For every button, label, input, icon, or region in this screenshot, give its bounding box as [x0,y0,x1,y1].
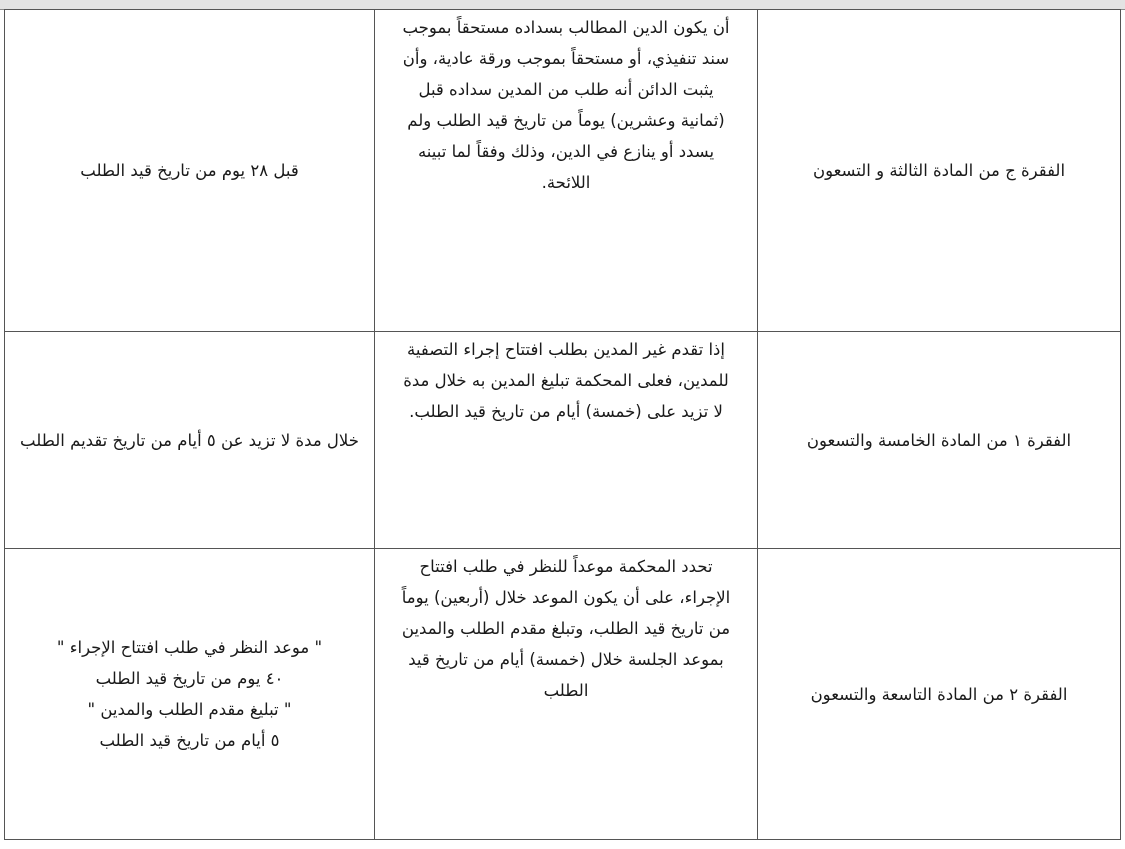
deadline-line: " تبليغ مقدم الطلب والمدين " [87,700,292,719]
deadline-cell [5,549,375,840]
deadline-cell: خلال مدة لا تزيد عن ٥ أيام من تاريخ تقديم الطلب [5,332,375,549]
deadline-cell: قبل ٢٨ يوم من تاريخ قيد الطلب [5,10,375,332]
article-reference-cell: الفقرة ج من المادة الثالثة و التسعون [758,10,1121,332]
table-row [5,549,1121,840]
table-row [5,332,1121,549]
legal-deadlines-table [4,9,1121,840]
article-text-cell: أن يكون الدين المطالب بسداده مستحقاً بموجب سند تنفيذي، أو مستحقاً بموجب ورقة عادية، وأن يثبت الدائن أنه طلب من المدين سداده قبل (ثمانية وعشرين) يوماً من تاريخ قيد الطلب ولم يسدد أو ينازع في الدين، وذلك وفقاً لما تبينه اللائحة. [375,10,758,332]
article-text-cell: إذا تقدم غير المدين بطلب افتتاح إجراء التصفية للمدين، فعلى المحكمة تبليغ المدين به خلال مدة لا تزيد على (خمسة) أيام من تاريخ قيد الطلب. [375,332,758,549]
article-text-cell: تحدد المحكمة موعداً للنظر في طلب افتتاح الإجراء، على أن يكون الموعد خلال (أربعين) يوماً من تاريخ قيد الطلب، وتبلغ مقدم الطلب والمدين بموعد الجلسة خلال (خمسة) أيام من تاريخ قيد الطلب [375,549,758,840]
deadline-line: " موعد النظر في طلب افتتاح الإجراء " [56,638,323,657]
table-row [5,10,1121,332]
deadline-line: ٤٠ يوم من تاريخ قيد الطلب [95,669,284,688]
article-reference-cell: الفقرة ١ من المادة الخامسة والتسعون [758,332,1121,549]
deadline-line: ٥ أيام من تاريخ قيد الطلب [99,731,280,750]
article-reference-cell: الفقرة ٢ من المادة التاسعة والتسعون [758,549,1121,840]
